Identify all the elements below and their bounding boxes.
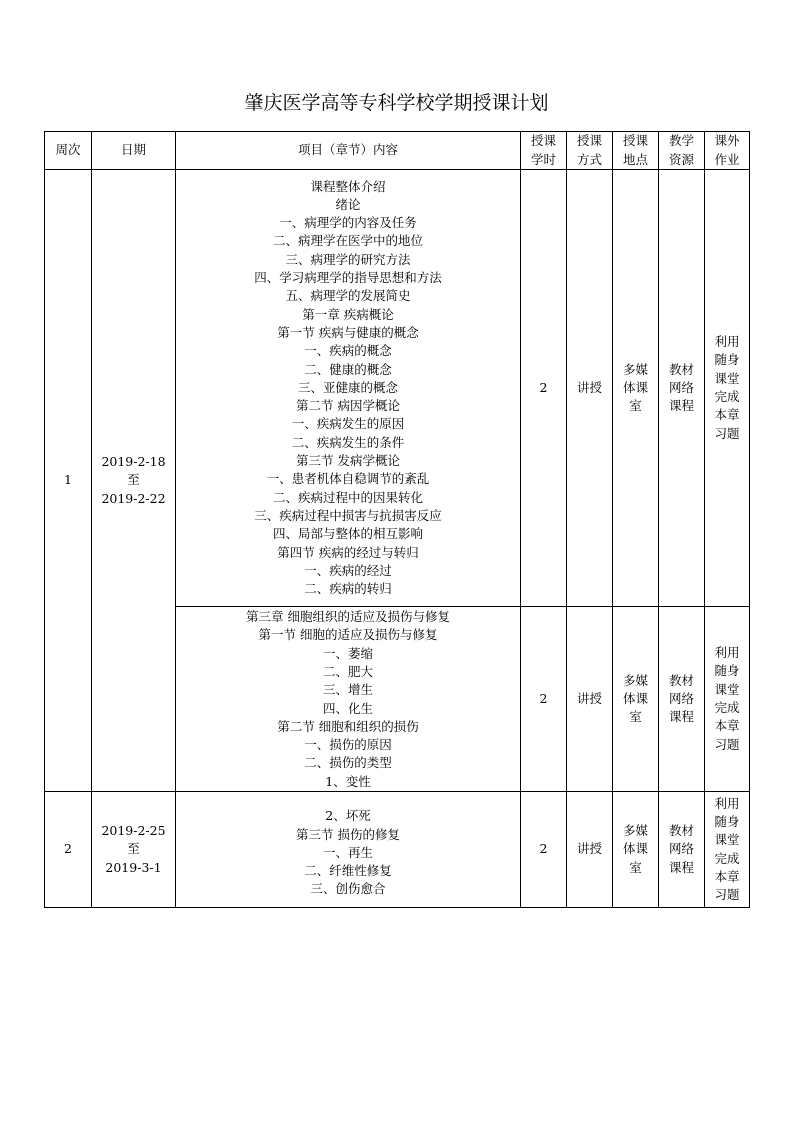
content-line: 一、损伤的原因 [304,737,392,753]
hours-cell: 2 [521,792,567,908]
content-line: 第一节 疾病与健康的概念 [277,324,419,340]
content-line: 一、疾病的概念 [304,343,392,359]
hours-cell: 2 [521,170,567,607]
table-row [45,170,750,607]
header-week: 周次 [45,132,92,170]
content-line: 三、亚健康的概念 [297,379,398,395]
content-line: 四、化生 [322,700,373,716]
content-line: 一、患者机体自稳调节的紊乱 [266,471,430,487]
content-line: 二、纤维性修复 [304,863,392,879]
method-cell: 讲授 [567,170,613,607]
hours-cell: 2 [521,607,567,792]
content-line: 二、损伤的类型 [304,755,392,771]
content-line: 一、病理学的内容及任务 [279,215,417,231]
resources-cell: 教材 网络 课程 [659,792,705,908]
method-cell: 讲授 [567,607,613,792]
date-cell: 2019-2-25 至 2019-3-1 [92,792,176,908]
content-line: 第三节 发病学概论 [296,453,400,469]
header-date: 日期 [92,132,176,170]
content-line: 第三章 细胞组织的适应及损伤与修复 [246,609,450,625]
homework-cell: 利用 随身 课堂 完成 本章 习题 [705,607,750,792]
content-line: 第一章 疾病概论 [302,306,394,322]
resources-cell: 教材 网络 课程 [659,170,705,607]
content-line: 一、疾病发生的原因 [291,416,405,432]
date-cell: 2019-2-18 至 2019-2-22 [92,170,176,792]
week-cell: 2 [45,792,92,908]
method-cell: 讲授 [567,792,613,908]
content-line: 四、局部与整体的相互影响 [272,526,423,542]
page-title: 肇庆医学高等专科学校学期授课计划 [244,92,549,114]
content-line: 2、坏死 [325,808,371,824]
location-cell: 多媒 体课 室 [613,607,659,792]
header-hours: 授课 学时 [521,132,567,170]
header-content: 项目（章节）内容 [176,132,521,170]
content-line: 第二节 病因学概论 [296,398,400,414]
content-line: 第二节 细胞和组织的损伤 [277,718,419,734]
content-line: 二、病理学在医学中的地位 [272,233,423,249]
location-cell: 多媒 体课 室 [613,170,659,607]
week-cell: 1 [45,170,92,792]
content-line: 课程整体介绍 [310,178,386,194]
teaching-plan-table [44,131,750,908]
content-line: 二、疾病的转归 [304,581,392,597]
content-line: 第四节 疾病的经过与转归 [277,544,419,560]
content-line: 1、变性 [325,773,371,789]
content-line: 四、学习病理学的指导思想和方法 [254,270,442,286]
homework-cell: 利用 随身 课堂 完成 本章 习题 [705,792,750,908]
content-line: 三、增生 [322,682,373,698]
header-location: 授课 地点 [613,132,659,170]
content-line: 三、疾病过程中损害与抗损害反应 [254,507,442,523]
content-line: 一、疾病的经过 [304,562,392,578]
homework-cell: 利用 随身 课堂 完成 本章 习题 [705,170,750,607]
content-cell [176,170,521,607]
content-line: 一、再生 [322,844,373,860]
content-line: 第一节 细胞的适应及损伤与修复 [258,627,438,643]
content-line: 三、创伤愈合 [310,881,386,897]
content-line: 二、疾病发生的条件 [291,434,405,450]
content-line: 一、萎缩 [322,645,373,661]
content-line: 五、病理学的发展简史 [285,288,411,304]
content-line: 二、疾病过程中的因果转化 [272,489,423,505]
header-homework: 课外 作业 [705,132,750,170]
resources-cell: 教材 网络 课程 [659,607,705,792]
content-cell [176,792,521,908]
location-cell: 多媒 体课 室 [613,792,659,908]
header-method: 授课 方式 [567,132,613,170]
content-line: 二、肥大 [322,663,373,679]
content-line: 二、健康的概念 [304,361,392,377]
header-resources: 教学 资源 [659,132,705,170]
content-cell [176,607,521,792]
content-line: 第三节 损伤的修复 [296,826,400,842]
content-line: 绪论 [335,196,361,212]
content-line: 三、病理学的研究方法 [285,251,411,267]
table-row [45,792,750,908]
header-row [45,132,750,170]
